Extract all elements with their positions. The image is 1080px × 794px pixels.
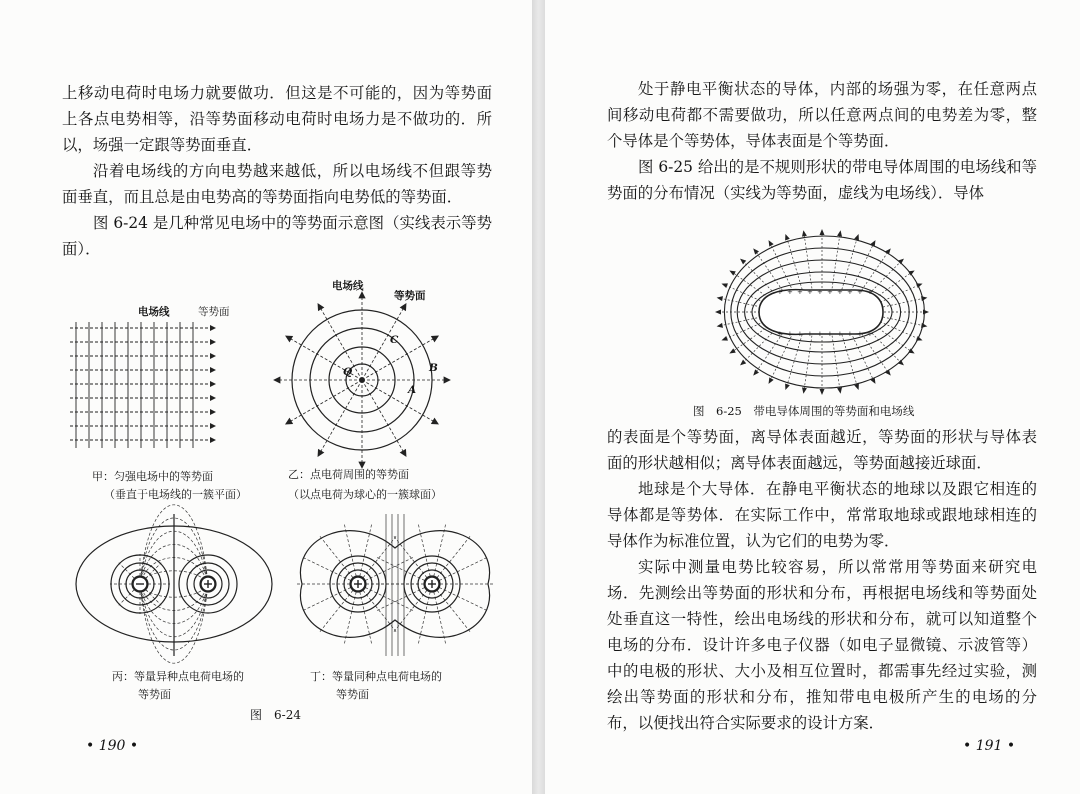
- page-number-left: • 190 •: [86, 738, 139, 754]
- figure-like-charges: [300, 510, 500, 660]
- label-field-line-b: 电场线: [332, 280, 364, 292]
- book-gutter: [532, 0, 545, 794]
- caption-c-line1: 丙：等量异种点电荷电场的: [112, 670, 244, 683]
- label-equipotential-a: 等势面: [198, 306, 230, 318]
- caption-a-line1: 甲：匀强电场中的等势面: [92, 470, 213, 483]
- label-equipotential-b: 等势面: [394, 290, 426, 302]
- caption-a-line2: （垂直于电场线的一簇平面）: [104, 488, 247, 501]
- figure-conductor-field: [727, 228, 917, 398]
- svg-text:+: +: [817, 288, 823, 296]
- figure-opposite-charges: [68, 510, 278, 660]
- svg-text:+: +: [867, 288, 873, 296]
- svg-text:+: +: [797, 288, 803, 296]
- left-paragraph-1: 上移动电荷时电场力就要做功．但这是不可能的，因为等势面上各点电势相等，沿等势面移动电荷时电场力是不做功的．所以，场强一定跟等势面垂直．: [62, 84, 492, 154]
- caption-b-line2: （以点电荷为球心的一簇球面）: [288, 488, 442, 501]
- figure-uniform-field: [70, 318, 220, 453]
- caption-c-line2: 等势面: [138, 688, 171, 701]
- svg-text:+: +: [827, 330, 833, 338]
- figure-6-24-number: 图 6-24: [250, 708, 301, 722]
- svg-text:+: +: [797, 330, 803, 338]
- right-paragraph-4: 地球是个大导体．在静电平衡状态的地球以及跟它相连的导体都是等势体．在实际工作中，常常取地球或跟地球相连的导体作为标准位置，认为它们的电势为零．: [607, 480, 1037, 550]
- left-page: [0, 0, 532, 794]
- label-field-line-a: 电场线: [138, 306, 170, 318]
- right-paragraph-1: 处于静电平衡状态的导体，内部的场强为零，在任意两点间移动电荷都不需要做功，所以任意两点间的电势差为零，整个导体是个等势体，导体表面是个等势面．: [607, 80, 1037, 150]
- svg-text:+: +: [777, 288, 783, 296]
- right-paragraph-2: 图 6-25 给出的是不规则形状的带电导体周围的电场线和等势面的分布情况（实线为等势面，虚线为电场线）．导体: [607, 158, 1037, 202]
- right-paragraph-3: 的表面是个等势面，离导体表面越近，等势面的形状与导体表面的形状越相似；离导体表面越远，等势面越接近球面．: [607, 428, 1037, 472]
- caption-d-line1: 丁：等量同种点电荷电场的: [310, 670, 442, 683]
- point-label-q: Q: [343, 366, 353, 378]
- svg-text:+: +: [817, 330, 823, 338]
- svg-text:+: +: [867, 330, 873, 338]
- svg-text:+: +: [857, 330, 863, 338]
- point-label-b: B: [429, 362, 438, 374]
- svg-text:+: +: [777, 330, 783, 338]
- page-number-right: • 191 •: [963, 738, 1016, 754]
- caption-d-line2: 等势面: [336, 688, 369, 701]
- right-paragraph-5: 实际中测量电势比较容易，所以常常用等势面来研究电场．先测绘出等势面的形状和分布，再根据电场线和等势面处处垂直这一特性，绘出电场线的形状和分布，就可以知道整个电场的分布．设计许多电子仪器（如电子显微镜、示波管等）中的电极的形状、大小及相互位置时，都需事先经过实验，测绘出等势面的形状和分布，推知带电电极所产生的电场的分布，以便找出符合实际要求的设计方案．: [607, 558, 1037, 732]
- svg-text:+: +: [837, 330, 843, 338]
- svg-text:+: +: [857, 288, 863, 296]
- figure-point-charge: [272, 290, 452, 470]
- point-label-a: A: [408, 384, 417, 396]
- svg-text:+: +: [807, 330, 813, 338]
- point-label-c: C: [390, 334, 399, 346]
- svg-text:+: +: [807, 288, 813, 296]
- figure-6-25-caption: 图 6-25 带电导体周围的等势面和电场线: [693, 404, 915, 418]
- left-paragraph-2: 沿着电场线的方向电势越来越低，所以电场线不但跟等势面垂直，而且总是由电势高的等势面指向电势低的等势面．: [62, 162, 492, 206]
- svg-text:+: +: [787, 330, 793, 338]
- svg-text:+: +: [847, 288, 853, 296]
- svg-text:+: +: [787, 288, 793, 296]
- right-page: [545, 0, 1080, 794]
- svg-text:+: +: [847, 330, 853, 338]
- svg-text:+: +: [827, 288, 833, 296]
- svg-text:+: +: [837, 288, 843, 296]
- caption-b-line1: 乙：点电荷周围的等势面: [288, 468, 409, 481]
- left-paragraph-3: 图 6-24 是几种常见电场中的等势面示意图（实线表示等势面）．: [62, 214, 492, 258]
